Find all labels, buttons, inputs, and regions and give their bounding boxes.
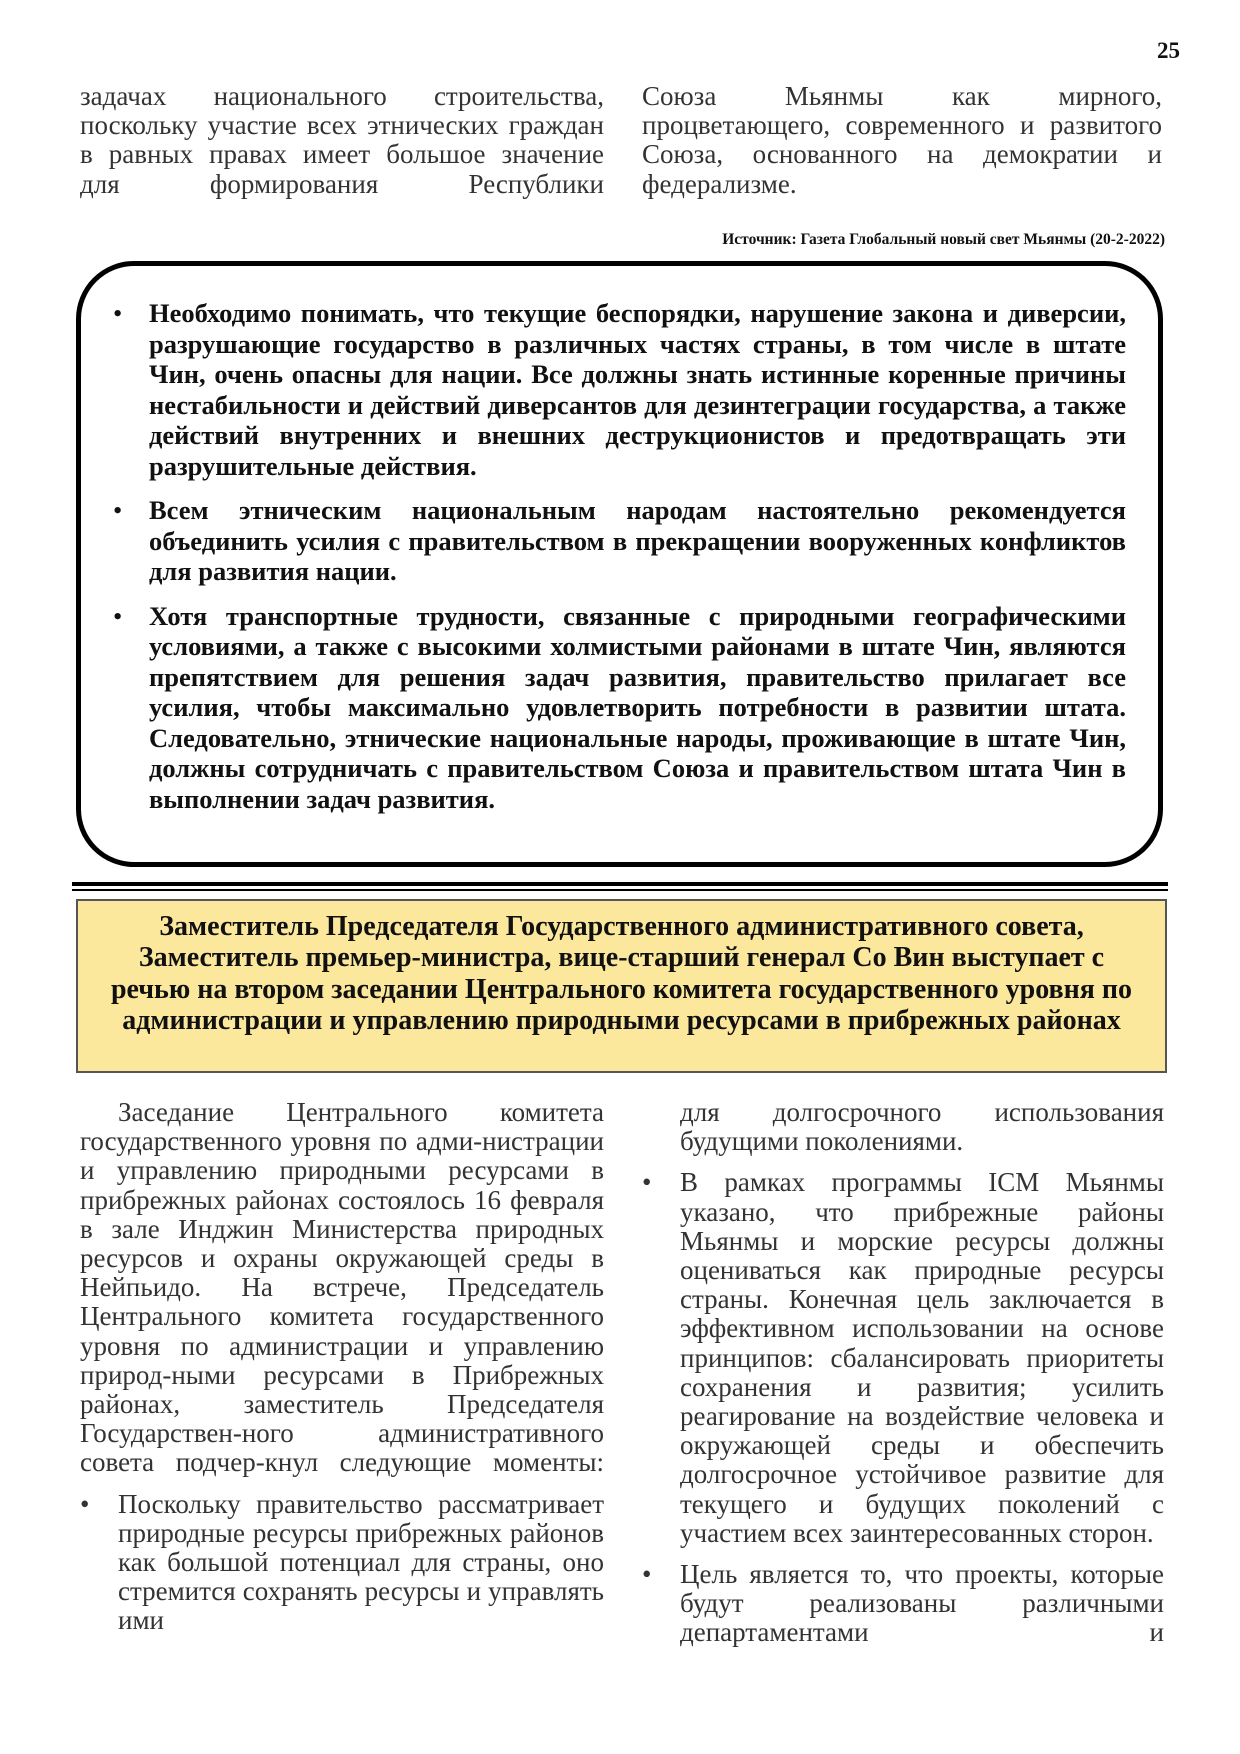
key-point-item bbox=[107, 601, 1126, 815]
paragraph-continuation: задачах национального строительства, поскольку участие всех этнических граждан в равных правах имеет большое значение для формирования Республики bbox=[80, 81, 604, 199]
section-divider-thin bbox=[72, 889, 1168, 891]
key-points-box bbox=[76, 261, 1163, 867]
bullet-icon: • bbox=[113, 495, 123, 525]
page-number: 25 bbox=[1157, 38, 1180, 63]
article-bullet-list bbox=[80, 1490, 604, 1636]
article-bullet-text: Поскольку правительство рассматривает природные ресурсы прибрежных районов как большой потенциал для страны, оно стремится сохранять ресурсы и управлять ими bbox=[118, 1488, 604, 1636]
paragraph-ending: Союза Мьянмы как мирного, процветающего, современного и развитого Союза, основанного на демократии и федерализме. bbox=[642, 81, 1162, 199]
source-citation: Источник: Газета Глобальный новый свет Мьянмы (20-2-2022) bbox=[722, 231, 1165, 248]
article-bullet-list bbox=[642, 1168, 1164, 1647]
article-bullet-item bbox=[80, 1490, 604, 1636]
article-bullet-text: Цель является то, что проекты, которые будут реализованы различными департаментами и bbox=[680, 1559, 1164, 1648]
key-point-text: Необходимо понимать, что текущие беспорядки, нарушение закона и диверсии, разрушающие государство в различных частях страны, в том числе в штате Чин, очень опасны для нации. Все должны знать истинные коренные причины нестабильности и действий диверсантов для дезинтеграции государства, а также действий внутренних и внешних деструкционистов и предотвращать эти разрушительные действия. bbox=[149, 298, 1126, 481]
bullet-icon: • bbox=[113, 600, 123, 631]
article-bullet-item bbox=[642, 1168, 1164, 1548]
article-bullet-text: В рамках программы ICM Мьянмы указано, что прибрежные районы Мьянмы и морские ресурсы должны оцениваться как природные ресурсы страны. Конечная цель заключается в эффективном использовании на основе принципов: сбалансировать приоритеты сохранения и развития; усилить реагирование на воздействие человека и окружающей среды и обеспечить долгосрочное устойчивое развитие для текущего и будущих поколений с участием всех заинтересованных сторон. bbox=[680, 1167, 1164, 1548]
article-headline: Заместитель Председателя Государственного административного совета, Заместитель премьер-министра, вице-старший генерал Со Вин выступает с речью на втором заседании Центрального комитета государственного уровня по администрации и управлению природными ресурсами в прибрежных районах bbox=[76, 899, 1167, 1073]
bullet-icon: • bbox=[642, 1167, 652, 1198]
article-bullet-item bbox=[642, 1560, 1164, 1648]
top-left-column bbox=[80, 82, 604, 199]
bullet-icon: • bbox=[113, 298, 123, 328]
key-points-list bbox=[107, 298, 1126, 814]
bullet-icon: • bbox=[80, 1488, 90, 1519]
bullet-icon: • bbox=[642, 1559, 652, 1590]
top-right-column bbox=[642, 82, 1162, 199]
bottom-left-column bbox=[80, 1098, 604, 1636]
article-intro-paragraph: Заседание Центрального комитета государственного уровня по адми-нистрации и управлению природными ресурсами в прибрежных районах состоялось 16 февраля в зале Инджин Министерства природных ресурсов и охраны окружающей среды в Нейпьидо. На встрече, Председатель Центрального комитета государственного уровня по администрации и управлению природ-ными ресурсами в Прибрежных районах, заместитель Председателя Государствен-ного административного совета подчер-кнул следующие моменты: bbox=[80, 1097, 604, 1478]
bottom-right-column bbox=[642, 1098, 1164, 1648]
bullet-continuation: для долгосрочного использования будущими поколениями. bbox=[680, 1097, 1164, 1157]
key-point-text: Всем этническим национальным народам настоятельно рекомендуется объединить усилия с правительством в прекращении вооруженных конфликтов для развития нации. bbox=[149, 495, 1126, 586]
key-point-text: Хотя транспортные трудности, связанные с природными географическими условиями, а также с высокими холмистыми районами в штате Чин, являются препятствием для решения задач развития, правительство прилагает все усилия, чтобы максимально удовлетворить потребности в развитии штата. Следовательно, этнические национальные народы, проживающие в штате Чин, должны сотрудничать с правительством Союза и правительством штата Чин в выполнении задач развития. bbox=[149, 600, 1126, 814]
key-point-item bbox=[107, 495, 1126, 587]
key-point-item bbox=[107, 298, 1126, 481]
section-divider bbox=[72, 882, 1168, 886]
